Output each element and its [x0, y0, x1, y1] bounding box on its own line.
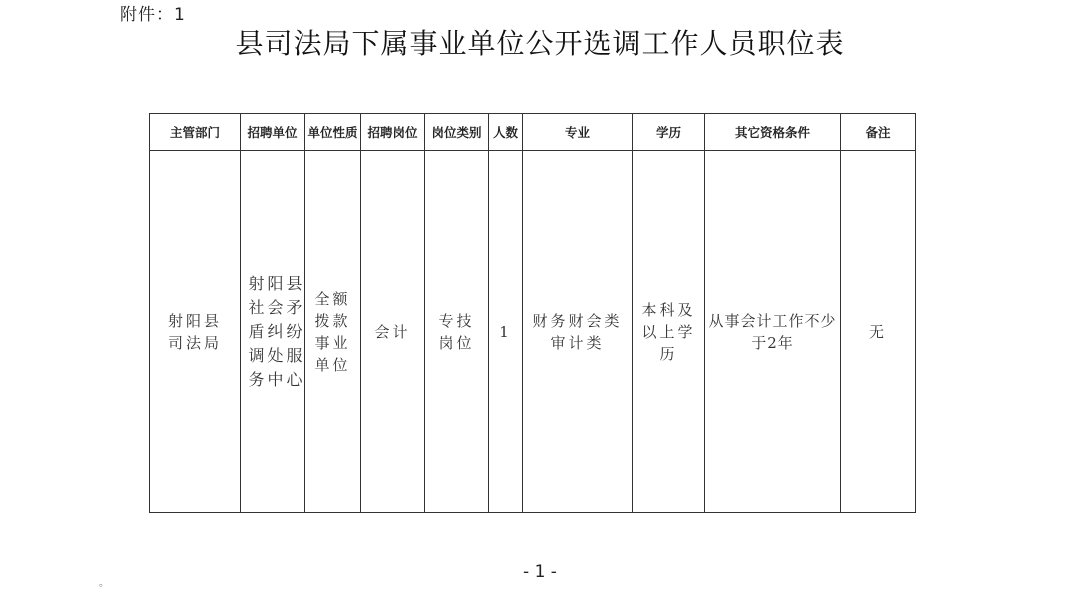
position-category-text: 专技岗位: [438, 311, 475, 352]
header-headcount: 人数: [489, 114, 523, 151]
cell-unit-nature: [305, 151, 361, 513]
cell-department: [150, 151, 241, 513]
headcount-text: 1: [499, 322, 512, 341]
document-title: 县司法局下属事业单位公开选调工作人员职位表: [235, 27, 845, 60]
unit-text: 射阳县社会矛盾纠纷调处服务中心: [248, 273, 306, 389]
header-major: 专业: [523, 114, 633, 151]
header-unit: 招聘单位: [241, 114, 305, 151]
cell-remarks: [841, 151, 916, 513]
header-department: 主管部门: [150, 114, 241, 151]
remarks-text: 无: [868, 322, 887, 341]
cell-unit: [241, 151, 305, 513]
unit-nature-text: 全额拨款事业单位: [314, 289, 351, 374]
header-remarks: 备注: [841, 114, 916, 151]
position-text: 会计: [374, 322, 411, 341]
table-row: [150, 151, 916, 513]
header-position: 招聘岗位: [361, 114, 425, 151]
page-number: - 1 -: [523, 562, 557, 582]
header-position-category: 岗位类别: [425, 114, 489, 151]
education-text: 本科及以上学历: [641, 300, 696, 363]
attachment-label: 附件：1: [120, 5, 186, 25]
footer-mark: 。: [99, 578, 109, 589]
cell-position-category: [425, 151, 489, 513]
header-education: 学历: [633, 114, 705, 151]
other-requirements-text: 从事会计工作不少于2年: [708, 311, 837, 352]
cell-headcount: [489, 151, 523, 513]
positions-table: [149, 113, 916, 513]
cell-education: [633, 151, 705, 513]
cell-position: [361, 151, 425, 513]
header-unit-nature: 单位性质: [305, 114, 361, 151]
header-other-requirements: 其它资格条件: [705, 114, 841, 151]
department-text: 射阳县司法局: [168, 311, 223, 352]
major-text: 财务财会类审计类: [532, 311, 623, 352]
cell-major: [523, 151, 633, 513]
table-header-row: [150, 114, 916, 151]
cell-other-requirements: [705, 151, 841, 513]
